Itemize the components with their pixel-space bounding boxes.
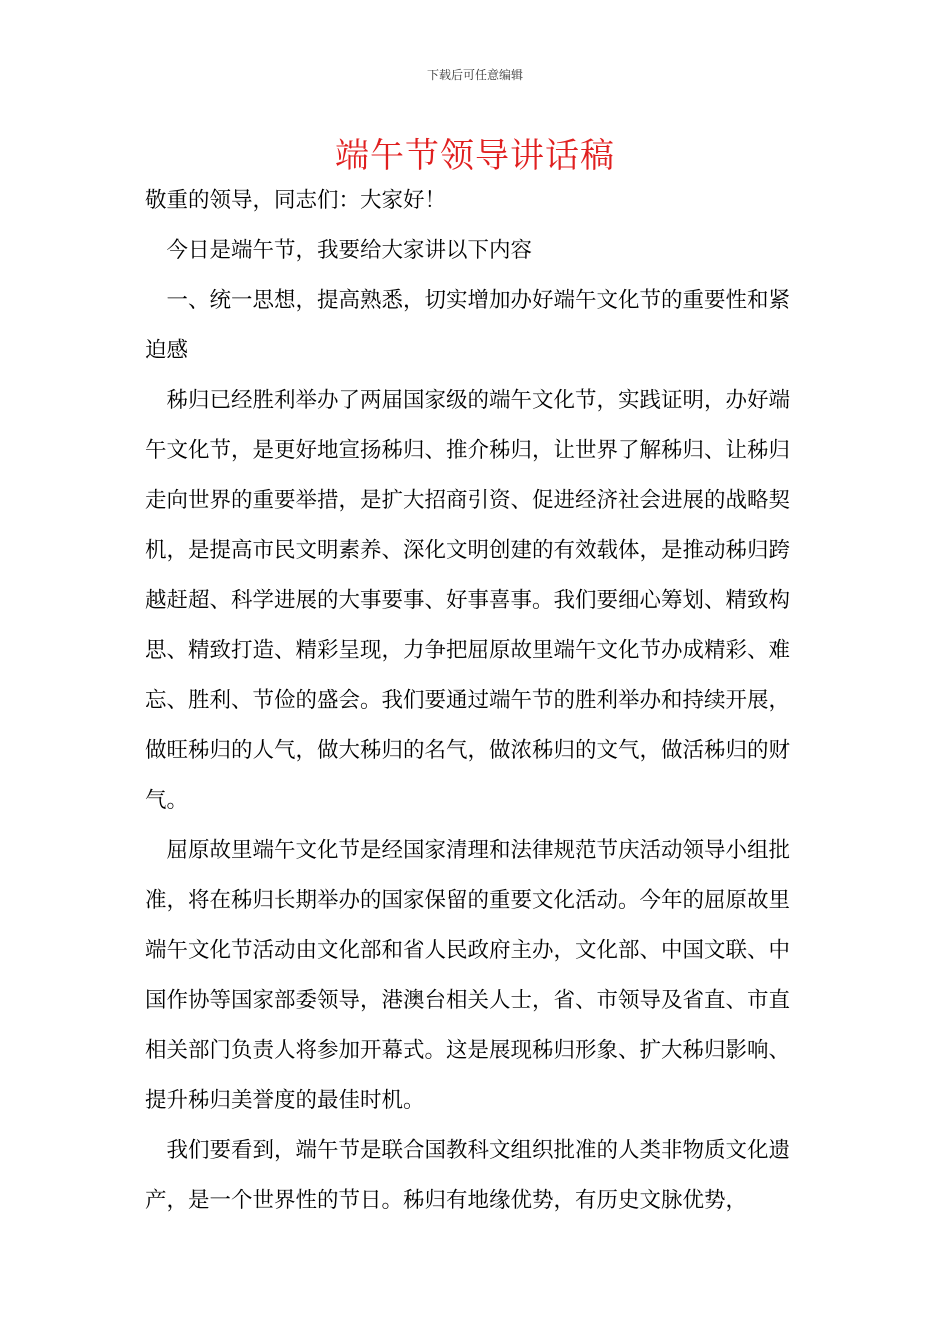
- paragraph: 屈原故里端午文化节是经国家清理和法律规范节庆活动领导小组批准，将在秭归长期举办的国家保留的重要文化活动。今年的屈原故里端午文化节活动由文化部和省人民政府主办，文化部、中国文联、中国作协等国家部委领导，港澳台相关人士，省、市领导及省直、市直相关部门负责人将参加开幕式。这是展现秭归形象、扩大秭归影响、提升秭归美誉度的最佳时机。: [145, 838, 791, 1113]
- section-heading: 一、统一思想，提高熟悉，切实增加办好端午文化节的重要性和紧迫感: [145, 288, 791, 363]
- paragraph: 秭归已经胜利举办了两届国家级的端午文化节，实践证明，办好端午文化节，是更好地宣扬秭归、推介秭归，让世界了解秭归、让秭归走向世界的重要举措，是扩大招商引资、促进经济社会进展的战略契机，是提高市民文明素养、深化文明创建的有效载体，是推动秭归跨越赶超、科学进展的大事要事、好事喜事。我们要细心筹划、精致构思、精致打造、精彩呈现，力争把屈原故里端午文化节办成精彩、难忘、胜利、节俭的盛会。我们要通过端午节的胜利举办和持续开展，做旺秭归的人气，做大秭归的名气，做浓秭归的文气，做活秭归的财气。: [145, 388, 791, 813]
- greeting-line: 敬重的领导，同志们：大家好！: [145, 188, 447, 213]
- document-title: 端午节领导讲话稿: [335, 136, 615, 176]
- page-header-note: 下载后可任意编辑: [426, 68, 523, 82]
- intro-line: 今日是端午节，我要给大家讲以下内容: [166, 238, 533, 263]
- paragraph: 我们要看到，端午节是联合国教科文组织批准的人类非物质文化遗产，是一个世界性的节日。秭归有地缘优势，有历史文脉优势，: [145, 1138, 791, 1213]
- document-body: [145, 176, 810, 1226]
